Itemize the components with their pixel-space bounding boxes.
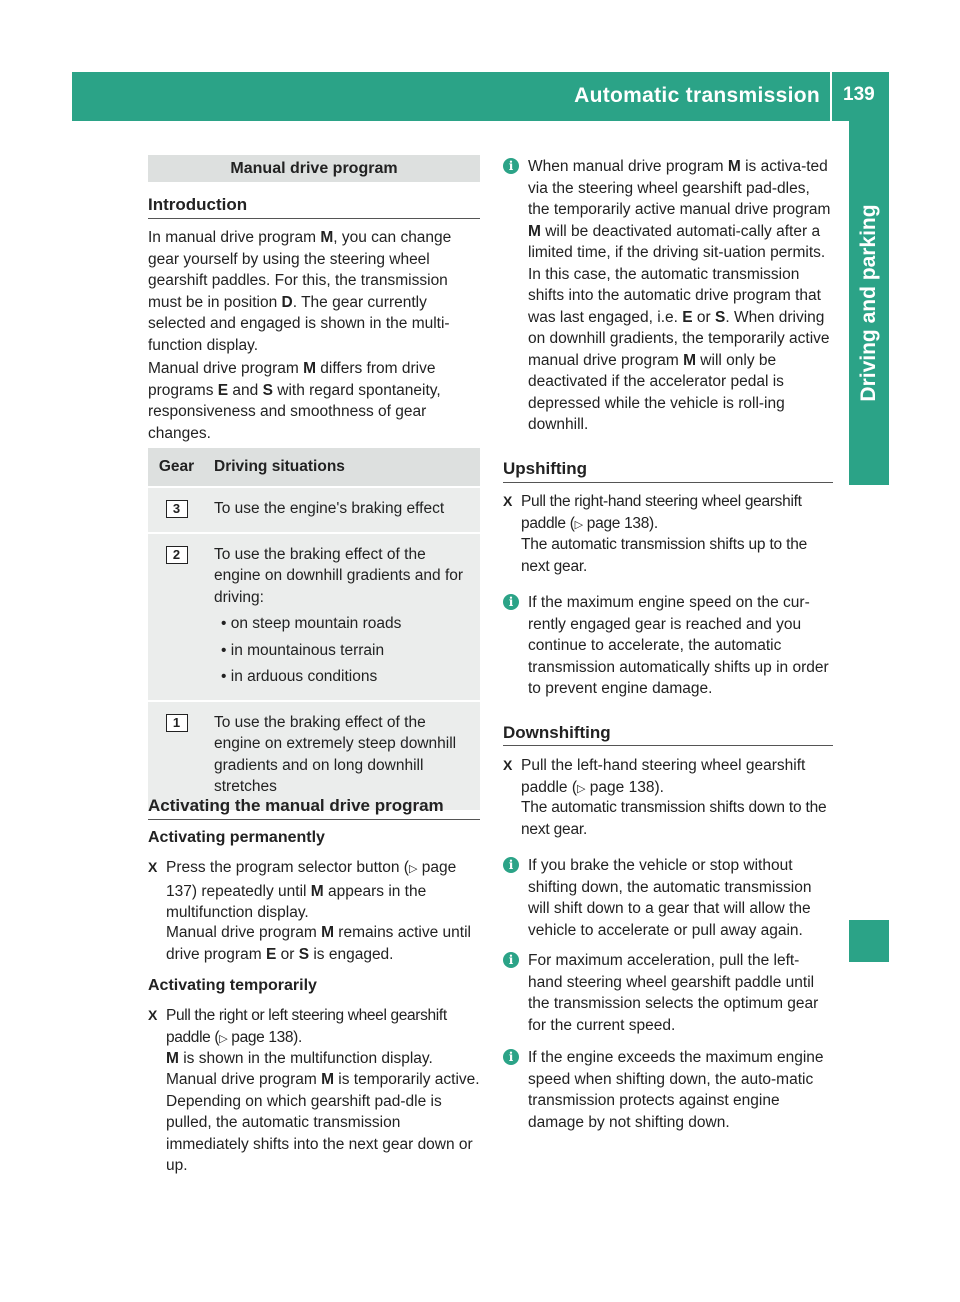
step-result: M is shown in the multifunction display. [166,1050,433,1067]
step-item: X Pull the left-hand steering wheel gearshift paddle (▷ page 138). [503,757,806,796]
step-item: X Pull the right or left steering wheel gearshift paddle (▷ page 138). [148,1007,447,1046]
activating-heading: Activating the manual drive program [148,796,444,815]
section-title: Manual drive program [230,160,398,177]
heading-rule [148,218,480,219]
step-result: The automatic transmission shifts down to the next gear. [521,799,827,838]
introduction-heading: Introduction [148,195,248,214]
list-item: • in arduous conditions [221,668,378,685]
upshifting-heading: Upshifting [503,459,588,478]
info-icon: i [503,594,519,610]
info-note: i For maximum acceleration, pull the left-hand steering wheel gearshift paddle until the transmission selects the optimum gear for the current speed. [503,950,833,1036]
page-ref-icon: ▷ [574,518,583,531]
page-ref-icon: ▷ [577,782,586,795]
gear-2-icon: 2 [166,546,188,564]
step-result: Manual drive program M is temporarily active. Depending on which gearshift pad-dle is pulled, the automatic transmission immediately shifts into the next gear down or up. [166,1071,480,1174]
step-icon: X [148,859,158,875]
info-icon: i [503,952,519,968]
gear-1-icon: 1 [166,714,188,732]
table-row [148,487,480,533]
info-note: i If the maximum engine speed on the cur-rently engaged gear is reached and you continue to accelerate, the automatic transmission automatically shifts up in order to prevent engine damage. [503,592,833,700]
section-title-bar [148,155,480,182]
step-result: The automatic transmission shifts up to the next gear. [521,536,808,575]
page-ref-icon: ▷ [408,863,418,875]
info-icon: i [503,158,519,174]
table-row [148,533,480,701]
heading-rule [503,482,833,483]
step-icon: X [503,493,513,509]
table-header-gear: Gear [148,448,205,487]
list-item: • in mountainous terrain [221,641,385,659]
table-cell-text: To use the engine's braking effect [214,500,445,517]
info-icon: i [503,1049,519,1065]
activating-permanently-heading: Activating permanently [148,829,325,846]
page-ref-icon: ▷ [219,1032,228,1045]
table-cell-text: To use the braking effect of the engine on extremely steep downhill gradients and on long downhill stretches [214,713,457,795]
gear-3-icon: 3 [166,500,188,518]
table-header-row [148,448,480,487]
step-item: X Press the program selector button (▷ page 137) repeatedly until M appears in the multifunction display. [148,859,457,921]
list-item: • on steep mountain roads [221,615,402,632]
chapter-marker [849,920,889,962]
info-icon: i [503,857,519,873]
chapter-tab-label: Driving and parking [857,204,880,402]
step-icon: X [503,757,513,773]
info-note: i If you brake the vehicle or stop without shifting down, the automatic transmission will shift down to a gear that will allow the vehicle to accelerate or pull away again. [503,855,833,941]
step-item: X Pull the right-hand steering wheel gearshift paddle (▷ page 138). [503,493,802,532]
intro-paragraph-1: In manual drive program M, you can change gear yourself by using the steering wheel gearshift paddles. For this, the transmission must be in position D. The gear currently selected and engaged is shown in the multi-function display. [148,229,452,354]
intro-paragraph-2: Manual drive program M differs from drive programs E and S with regard spontaneity, responsiveness and smoothness of gear changes. [148,360,441,442]
table-cell-text: To use the braking effect of the engine on downhill gradients and for driving: [214,545,464,606]
header-separator [830,72,832,121]
page-title: Automatic transmission [574,84,820,107]
step-result: Manual drive program M remains active until drive program E or S is engaged. [166,924,471,963]
info-note: i If the engine exceeds the maximum engine speed when shifting down, the auto-matic transmission protects against engine damage by not shifting down. [503,1047,833,1133]
heading-rule [503,745,833,746]
heading-rule [148,819,480,820]
gear-table [148,448,480,810]
chapter-tab-label-wrap [849,121,889,485]
table-row [148,701,480,810]
table-header-situations: Driving situations [205,448,480,487]
step-icon: X [148,1007,157,1023]
page-number: 139 [843,84,875,105]
downshifting-heading: Downshifting [503,723,611,742]
activating-temporarily-heading: Activating temporarily [148,977,317,994]
info-note: i When manual drive program M is activa-ted via the steering wheel gearshift pad-dles, the temporarily active manual drive program M will be deactivated automati-cally after a limited time, if the driving sit-uation permits. In this case, the automatic transmission shifts into the automatic drive program that was last engaged, i.e. E or S. When driving on downhill gradients, the temporarily active manual drive program M will only be deactivated if the accelerator pedal is depressed while the vehicle is roll-ing downhill. [503,156,833,436]
